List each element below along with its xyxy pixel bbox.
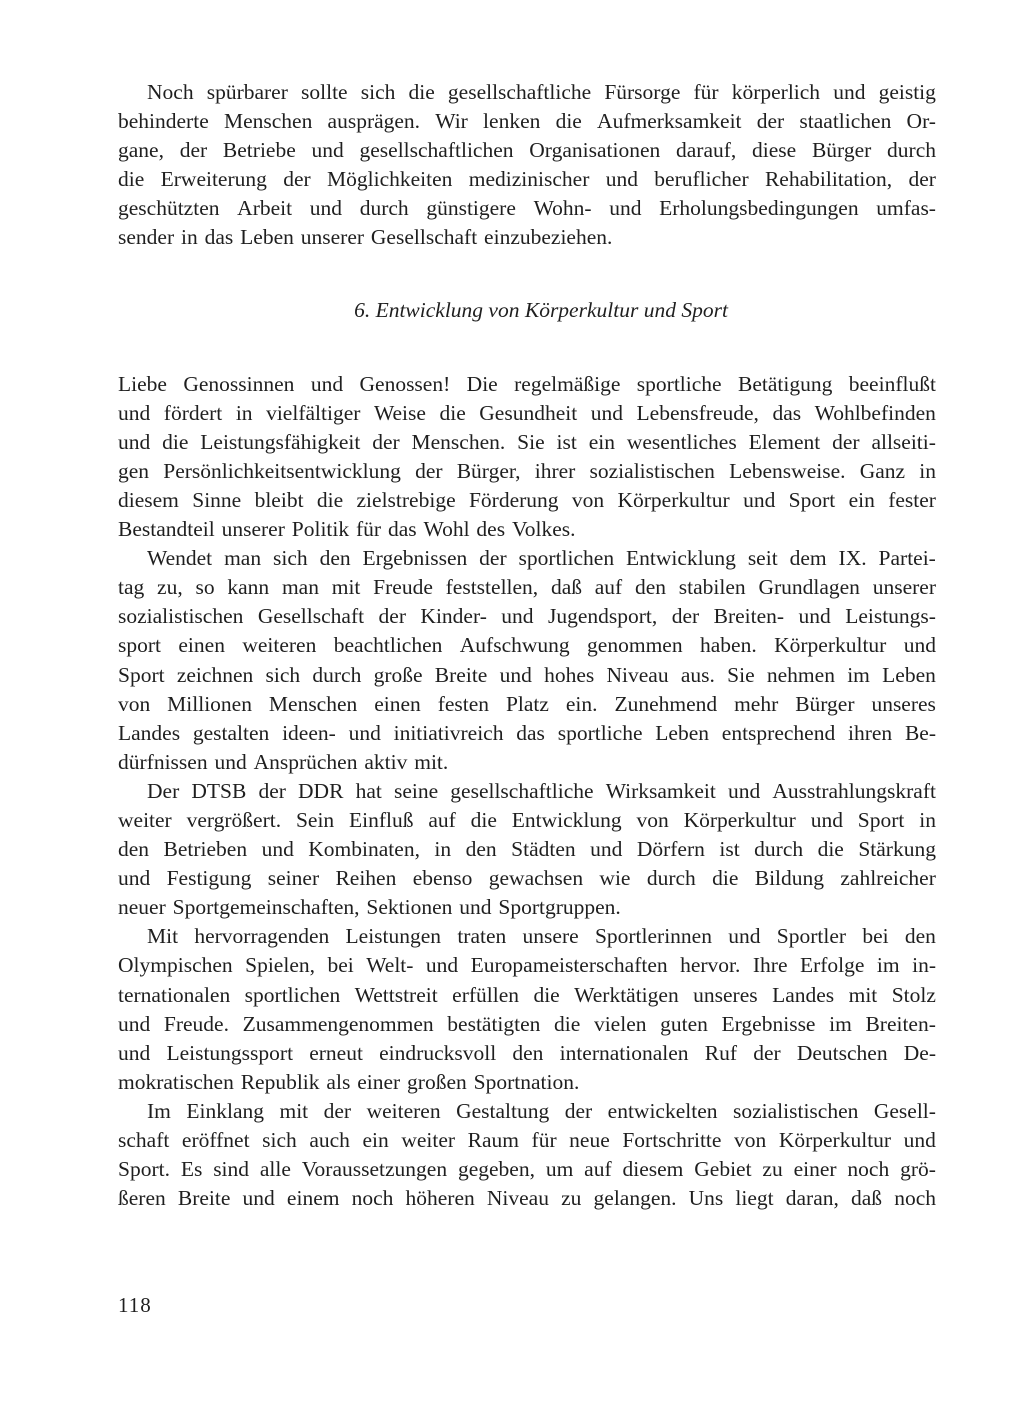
text-line: Bestandteil unserer Politik für das Wohl des Volkes. (118, 517, 576, 542)
text-line: ßeren Breite und einem noch höheren Niveau zu gelangen. Uns liegt daran, daß noch (118, 1186, 936, 1211)
text-section-before-heading (118, 78, 936, 253)
text-line: weiter vergrößert. Sein Einfluß auf die Entwicklung von Körperkultur und Sport in (118, 807, 936, 832)
text-line: und Freude. Zusammengenommen bestätigten die vielen guten Ergebnisse im Breiten- (118, 1011, 936, 1036)
text-line: Wendet man sich den Ergebnissen der sportlichen Entwicklung seit dem IX. Partei- (147, 546, 936, 571)
text-line: und die Leistungsfähigkeit der Menschen. Sie ist ein wesentliches Element der allseiti- (118, 429, 936, 454)
text-line: Im Einklang mit der weiteren Gestaltung der entwickelten sozialistischen Gesell- (147, 1098, 936, 1123)
text-line: von Millionen Menschen einen festen Platz ein. Zunehmend mehr Bürger unseres (118, 691, 936, 716)
text-line: Mit hervorragenden Leistungen traten unsere Sportlerinnen und Sportler bei den (147, 924, 936, 949)
paragraph (118, 1097, 936, 1213)
text-line: und fördert in vielfältiger Weise die Gesundheit und Lebensfreude, das Wohlbefinden (118, 400, 936, 425)
text-line: sozialistischen Gesellschaft der Kinder- und Jugendsport, der Breiten- und Leistungs- (118, 604, 936, 629)
text-line: neuer Sportgemeinschaften, Sektionen und Sportgruppen. (118, 895, 621, 920)
paragraph (118, 922, 936, 1097)
paragraph (118, 78, 936, 253)
text-line: behinderte Menschen ausprägen. Wir lenken die Aufmerksamkeit der staatlichen Or- (118, 109, 936, 134)
text-line: sport einen weiteren beachtlichen Aufschwung genommen haben. Körperkultur und (118, 633, 936, 658)
text-line: und Leistungssport erneut eindrucksvoll den internationalen Ruf der Deutschen De- (118, 1040, 936, 1065)
text-line: und Festigung seiner Reihen ebenso gewachsen wie durch die Bildung zahlreicher (118, 866, 936, 891)
text-line: die Erweiterung der Möglichkeiten medizinischer und beruflicher Rehabilitation, der (118, 167, 936, 192)
text-line: Der DTSB der DDR hat seine gesellschaftliche Wirksamkeit und Ausstrahlungskraft (147, 778, 936, 803)
text-line: dürfnissen und Ansprüchen aktiv mit. (118, 749, 449, 774)
paragraph (118, 370, 936, 545)
text-line: diesem Sinne bleibt die zielstrebige Förderung von Körperkultur und Sport ein fester (118, 487, 936, 512)
page-body (118, 78, 936, 1213)
paragraph (118, 777, 936, 922)
text-line: Sport zeichnen sich durch große Breite und hohes Niveau aus. Sie nehmen im Leben (118, 662, 936, 687)
text-line: ternationalen sportlichen Wettstreit erfüllen die Werktätigen unseres Landes mit Stolz (118, 982, 936, 1007)
text-line: geschützten Arbeit und durch günstigere Wohn- und Erholungsbedingungen umfas- (118, 196, 936, 221)
page-number: 118 (118, 1293, 152, 1317)
text-line: mokratischen Republik als einer großen Sportnation. (118, 1069, 580, 1094)
text-line: gane, der Betriebe und gesellschaftlichen Organisationen darauf, diese Bürger durch (118, 138, 936, 163)
text-line: Noch spürbarer sollte sich die gesellschaftliche Fürsorge für körperlich und geistig (147, 80, 936, 104)
text-line: Olympischen Spielen, bei Welt- und Europameisterschaften hervor. Ihre Erfolge im in- (118, 953, 936, 978)
text-line: Liebe Genossinnen und Genossen! Die regelmäßige sportliche Betätigung beeinflußt (118, 371, 936, 396)
text-line: Sport. Es sind alle Voraussetzungen gegeben, um auf diesem Gebiet zu einer noch grö- (118, 1157, 936, 1182)
text-line: den Betrieben und Kombinaten, in den Städten und Dörfern ist durch die Stärkung (118, 837, 936, 862)
text-line: schaft eröffnet sich auch ein weiter Raum für neue Fortschritte von Körperkultur und (118, 1128, 936, 1152)
text-section-after-heading (118, 370, 936, 1214)
text-line: Landes gestalten ideen- und initiativreich das sportliche Leben entsprechend ihren Be- (118, 720, 936, 745)
paragraph (118, 544, 936, 777)
text-line: gen Persönlichkeitsentwicklung der Bürger, ihrer sozialistischen Lebensweise. Ganz in (118, 458, 936, 483)
text-line: tag zu, so kann man mit Freude feststellen, daß auf den stabilen Grundlagen unserer (118, 575, 936, 600)
section-heading: 6. Entwicklung von Körperkultur und Sport (354, 297, 728, 322)
text-line: sender in das Leben unserer Gesellschaft einzubeziehen. (118, 225, 613, 250)
